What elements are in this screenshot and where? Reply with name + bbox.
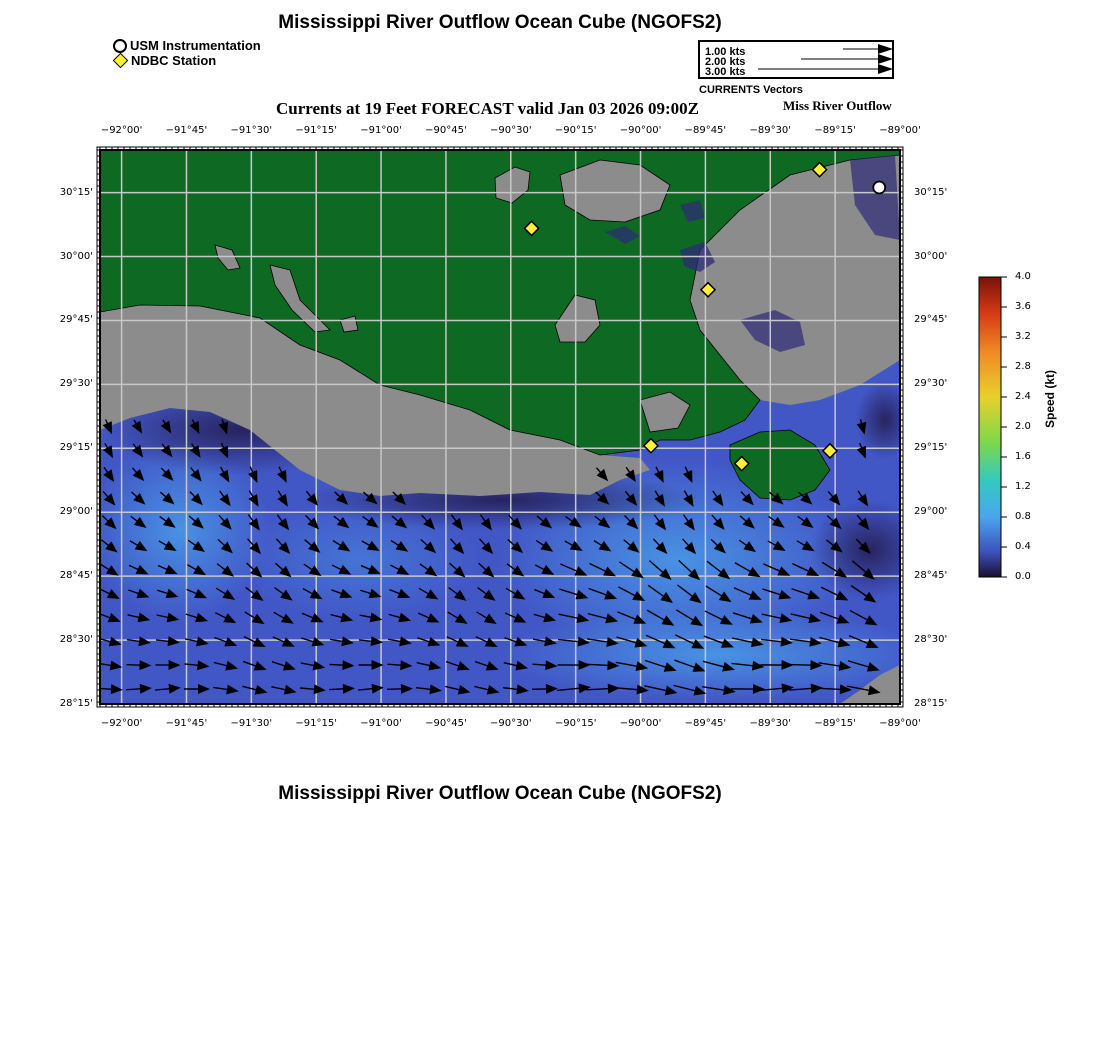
axis-tick-label: −89°15' xyxy=(814,718,856,729)
usm-station-marker xyxy=(873,182,885,194)
region-label: Miss River Outflow xyxy=(783,98,892,113)
axis-tick-label: −90°00' xyxy=(619,718,662,729)
colorbar-tick-label: 3.6 xyxy=(1015,301,1031,312)
lower-title: Mississippi River Outflow Ocean Cube (NGOFS2) xyxy=(278,783,722,804)
axis-tick-label: 28°45' xyxy=(59,570,93,582)
axis-tick-label: 30°00' xyxy=(914,250,948,262)
axis-tick-label: −90°15' xyxy=(554,718,597,729)
colorbar-tick-label: 0.0 xyxy=(1015,571,1031,582)
axis-tick-label: 29°30' xyxy=(59,378,93,390)
colorbar-ticks xyxy=(1001,277,1007,577)
axis-tick-label: −92°00' xyxy=(100,718,143,729)
axis-tick-label: 29°45' xyxy=(914,314,948,326)
axis-tick-label: −89°45' xyxy=(684,125,727,136)
axis-tick-label: −90°45' xyxy=(425,125,467,136)
axis-tick-label: −91°15' xyxy=(295,718,337,729)
vector-scale-label-1: 1.00 kts xyxy=(705,46,746,58)
axis-tick-label: −91°15' xyxy=(295,125,337,136)
axis-tick-label: −92°00' xyxy=(100,125,143,136)
colorbar-tick-label: 1.2 xyxy=(1015,481,1031,492)
axis-tick-label: 29°00' xyxy=(59,506,93,518)
axis-tick-label: 28°45' xyxy=(914,570,948,582)
axis-tick-label: 30°15' xyxy=(914,186,948,198)
axis-tick-label: −90°00' xyxy=(619,125,662,136)
axis-tick-label: 29°30' xyxy=(914,378,948,390)
page-title: Mississippi River Outflow Ocean Cube (NGOFS2) xyxy=(278,12,722,33)
colorbar-tick-label: 1.6 xyxy=(1015,451,1031,462)
axis-tick-label: −89°00' xyxy=(879,125,921,136)
map-subtitle: Currents at 19 Feet FORECAST valid Jan 03 2026 09:00Z xyxy=(276,99,699,118)
axis-tick-label: 28°30' xyxy=(59,634,93,646)
colorbar-tick-label: 2.0 xyxy=(1015,421,1031,432)
vector-scale-label-2: 2.00 kts xyxy=(705,56,746,68)
colorbar-tick-label: 2.8 xyxy=(1015,361,1031,372)
axis-tick-label: −91°45' xyxy=(165,125,208,136)
map-content xyxy=(90,150,940,704)
axis-tick-label: 28°30' xyxy=(914,634,948,646)
vector-scale-label-3: 3.00 kts xyxy=(705,66,746,78)
axis-tick-label: −91°45' xyxy=(165,718,208,729)
axis-tick-label: 28°15' xyxy=(914,698,948,709)
colorbar-tick-label: 0.4 xyxy=(1015,541,1031,552)
axis-tick-label: −89°30' xyxy=(749,718,792,729)
axis-tick-label: −89°45' xyxy=(684,718,727,729)
colorbar-tick-label: 4.0 xyxy=(1015,271,1031,282)
colorbar-tick-label: 3.2 xyxy=(1015,331,1031,342)
colorbar-title: Speed (kt) xyxy=(1043,369,1057,428)
axis-tick-label: 29°45' xyxy=(59,314,93,326)
axis-tick-label: 29°00' xyxy=(914,506,948,518)
colorbar-tick-label: 2.4 xyxy=(1015,391,1031,402)
axis-tick-label: 30°15' xyxy=(59,186,93,198)
axis-tick-label: −90°30' xyxy=(490,718,532,729)
axis-tick-label: −90°30' xyxy=(490,125,532,136)
axis-tick-label: −89°00' xyxy=(879,718,921,729)
axis-tick-label: −89°15' xyxy=(814,125,856,136)
axis-tick-label: 30°00' xyxy=(59,250,93,262)
axis-tick-label: 29°15' xyxy=(914,442,948,454)
axis-tick-label: −89°30' xyxy=(749,125,792,136)
legend-usm-label: USM Instrumentation xyxy=(130,38,261,53)
axis-tick-label: −91°00' xyxy=(360,718,402,729)
vector-scale-caption: CURRENTS Vectors xyxy=(699,84,803,96)
axis-tick-label: −91°30' xyxy=(230,125,273,136)
axis-tick-label: −90°45' xyxy=(425,718,467,729)
colorbar-tick-label: 0.8 xyxy=(1015,511,1031,522)
colorbar xyxy=(979,277,1001,577)
axis-tick-label: 28°15' xyxy=(59,698,93,709)
legend-ndbc-label: NDBC Station xyxy=(131,53,217,68)
axis-tick-label: −90°15' xyxy=(554,125,597,136)
axis-tick-label: 29°15' xyxy=(59,442,93,454)
axis-tick-label: −91°30' xyxy=(230,718,273,729)
axis-tick-label: −91°00' xyxy=(360,125,402,136)
